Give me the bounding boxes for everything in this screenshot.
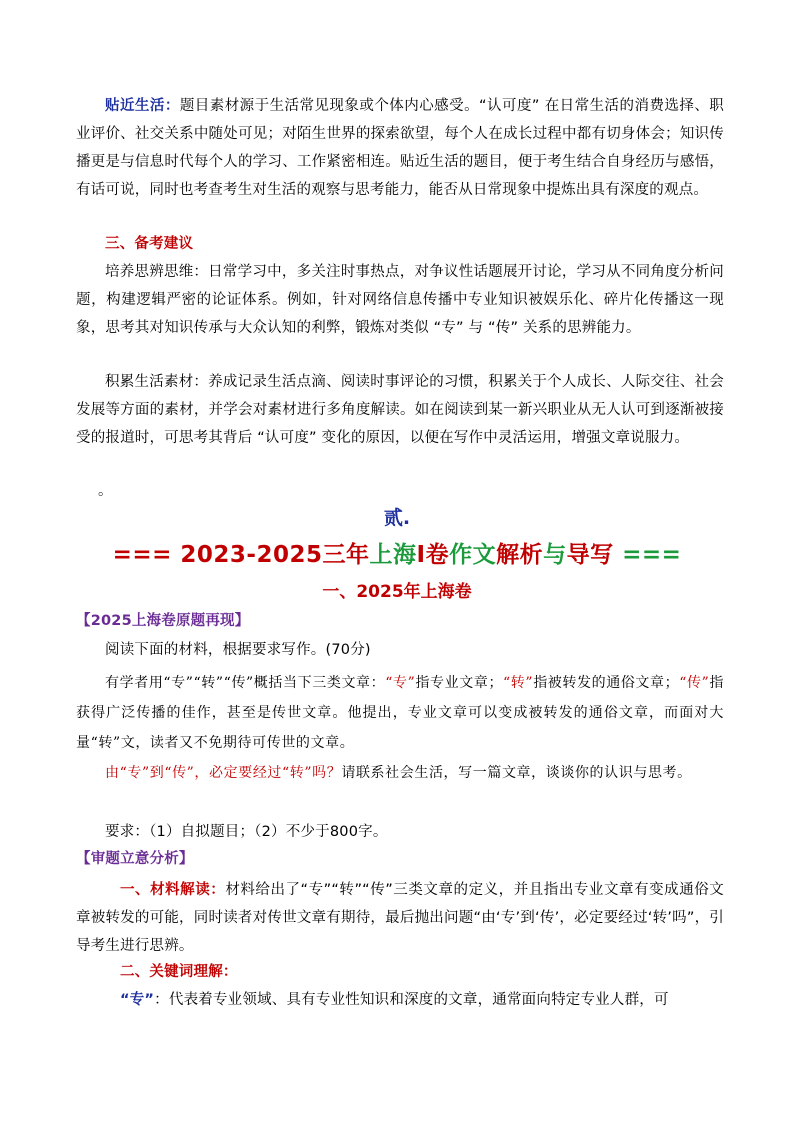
title-years: 2023-2025 <box>180 542 323 568</box>
stray-period: 。 <box>98 483 113 499</box>
subtitle-suffix: 年上海卷 <box>403 582 472 602</box>
paragraph-siban-siwei: 培养思辨思维：日常学习中，多关注时事热点，对争议性话题展开讨论，学习从不同角度分析问题，构建逻辑严密的论证体系。例如，针对网络信息传播中专业知识被娱乐化、碎片化传播这一现象，思考其对知识传承与大众认知的利弊，锻炼对类似 “专” 与 “传” 关系的思辨能力。 <box>76 264 724 336</box>
tag-original-question: 【2025上海卷原题再现】 <box>76 613 250 629</box>
material-part-a: 有学者用“专”“转”“传”概括当下三类文章： <box>105 675 386 691</box>
title-three-years: 三年 <box>322 542 370 568</box>
title-jiexi: 解析 <box>496 542 544 568</box>
question-material <box>76 668 724 758</box>
subtitle-2025 <box>0 578 794 606</box>
title-separator: Ⅰ <box>416 542 426 568</box>
label-tiejin-shenghuo: 贴近生活： <box>105 98 180 114</box>
material-quote-zhuan: “专” <box>385 675 416 691</box>
analysis-material-reading <box>76 876 724 960</box>
text-tiejin-shenghuo: 题目素材源于生活常见现象或个体内心感受。“认可度” 在日常生活的消费选择、职业评价、社交关系中随处可见；对陌生世界的探索欲望，每个人在成长过程中都有切身体会；知识传播更是与信息时代每个人的学习、工作紧密相连。贴近生活的题目，便于考生结合自身经历与感悟，有话可说，同时也考查考生对生活的观察与思考能力，能否从日常现象中提炼出具有深度的观点。 <box>76 98 724 198</box>
prompt-rest: 请联系社会生活，写一篇文章，谈谈你的认识与思考。 <box>341 765 692 781</box>
title-daoxie: 导写 <box>566 542 614 568</box>
heading-keyword-understanding: 二、关键词理解： <box>120 964 238 980</box>
title-shanghai: 上海 <box>369 542 417 568</box>
title-right-deco: === <box>622 542 682 568</box>
title-zuowen: 作文 <box>449 542 497 568</box>
question-prompt <box>76 758 724 788</box>
part-title <box>0 536 794 574</box>
text-material-reading: 材料给出了“专”“转”“传”三类文章的定义，并且指出专业文章有变成通俗文章被转发的可能，同时读者对传世文章有期待，最后抛出问题“由‘专’到‘传’，必定要经过‘转’吗”，引导考生进行思辨。 <box>76 882 724 954</box>
question-requirements: 要求：（1）自拟题目；（2）不少于800字。 <box>105 824 388 840</box>
part-number: 贰. <box>383 507 411 529</box>
paragraph-jilei-sucai: 积累生活素材：养成记录生活点滴、阅读时事评论的习惯，积累关于个人成长、人际交往、社会发展等方面的素材，并学会对素材进行多角度解读。如在阅读到某一新兴职业从无人认可到逐渐被接受的报道时，可思考其背后 “认可度” 变化的原因，以便在写作中灵活运用，增强文章说服力。 <box>76 374 724 446</box>
material-quote-zhuan2: “转” <box>503 675 534 691</box>
title-left-deco: === <box>112 542 172 568</box>
material-part-c: 指被转发的通俗文章； <box>533 675 680 691</box>
material-part-d: 指获得广泛传播的佳作，甚至是传世文章。他提出，专业文章可以变成被转发的通俗文章，而面对大量“转”文，读者又不免期待可传世的文章。 <box>76 675 724 751</box>
prompt-question: 由“专”到“传”，必定要经过“转”吗？ <box>105 765 342 781</box>
analysis-keyword-zhuan <box>76 986 724 1014</box>
label-material-reading: 一、材料解读： <box>120 882 226 898</box>
title-juan: 卷 <box>425 542 450 568</box>
material-part-b: 指专业文章； <box>415 675 504 691</box>
tag-analysis: 【审题立意分析】 <box>76 851 194 867</box>
paragraph-tiejin-shenghuo <box>76 92 724 204</box>
question-instruction: 阅读下面的材料，根据要求写作。(70分) <box>105 642 371 658</box>
text-keyword-zhuan: ：代表着专业领域、具有专业性知识和深度的文章，通常面向特定专业人群，可 <box>154 992 669 1008</box>
material-quote-chuan: “传” <box>679 675 710 691</box>
subtitle-prefix: 一、2025 <box>322 582 404 602</box>
keyword-zhuan: “专” <box>120 992 155 1008</box>
heading-beikao-jianyi: 三、备考建议 <box>105 236 194 252</box>
title-yu: 与 <box>543 542 567 568</box>
